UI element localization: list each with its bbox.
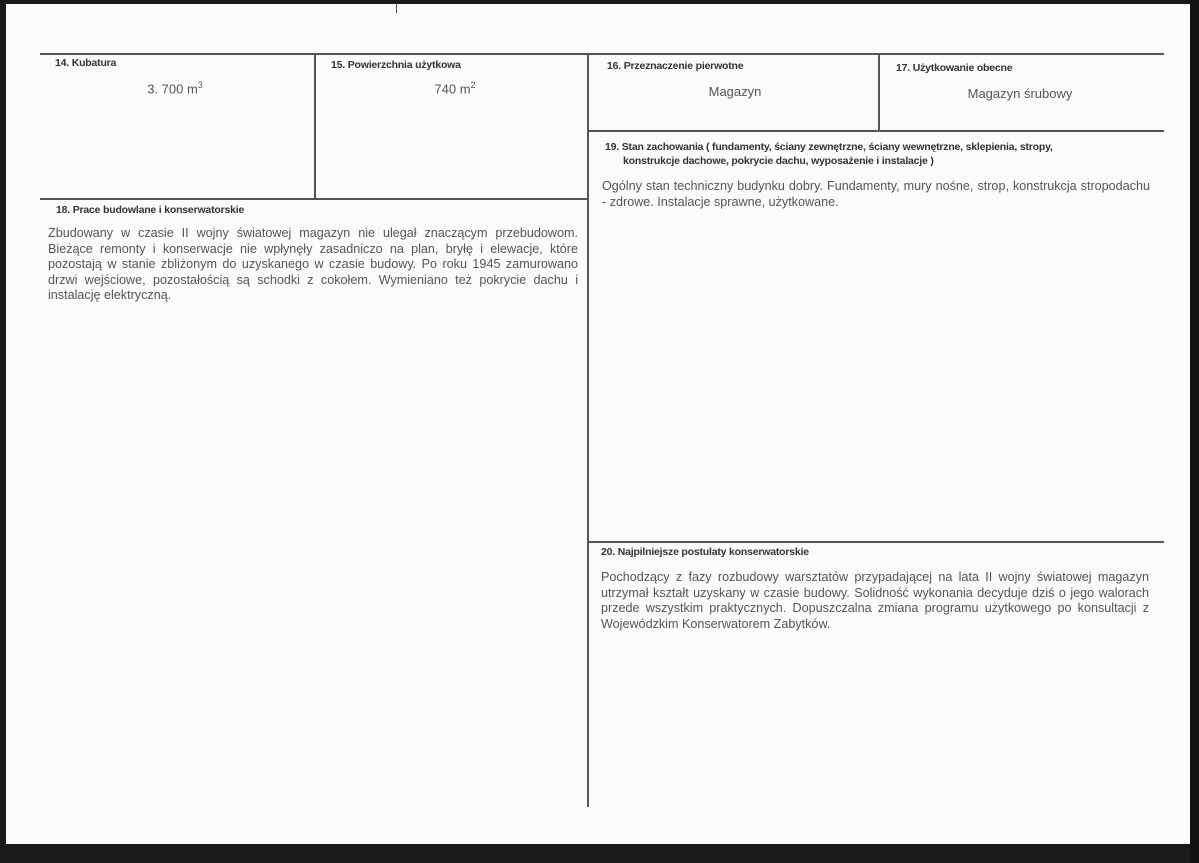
field-14-value — [100, 80, 250, 96]
rule-above-18 — [40, 198, 589, 200]
field-15-value — [380, 80, 530, 96]
field-19-label-line1: 19. Stan zachowania ( fundamenty, ściany zewnętrzne, ściany wewnętrzne, sklepienia, stropy, — [605, 141, 1053, 153]
field-20-label: 20. Najpilniejsze postulaty konserwatorskie — [601, 546, 809, 558]
scan-edge — [1190, 0, 1199, 863]
field-15-label: 15. Powierzchnia użytkowa — [331, 59, 461, 71]
field-16-value: Magazyn — [708, 84, 762, 99]
field-14-value-text: 3. 700 m — [147, 81, 198, 97]
field-18-text: Zbudowany w czasie II wojny światowej magazyn nie ulegał znaczącym przebudowom. Bieżące remonty i konserwacje nie wpłynęły zasadniczo na plan, bryłę i elewacje, które pozostają w stanie zbliżonym do uzyskanego w czasie budowy. Po roku 1945 zamurowano drzwi wejściowe, pozostałością są schodki z cokołem. Wymieniano też pokrycie dachu i instalację elektryczną. — [48, 226, 578, 303]
divider-14-15 — [314, 53, 316, 199]
field-14-unit-sup: 3 — [197, 80, 203, 90]
field-18-label: 18. Prace budowlane i konserwatorskie — [56, 204, 245, 216]
field-16-label: 16. Przeznaczenie pierwotne — [607, 60, 744, 72]
top-rule — [40, 53, 1164, 55]
field-19-text: Ogólny stan techniczny budynku dobry. Fundamenty, mury nośne, strop, konstrukcja stropodachu - zdrowe. Instalacje sprawne, użytkowane. — [602, 179, 1150, 209]
rule-under-16-17 — [589, 130, 1164, 132]
top-tick-mark — [396, 4, 397, 13]
field-17-label: 17. Użytkowanie obecne — [896, 62, 1013, 74]
field-15-unit-sup: 2 — [470, 80, 476, 90]
divider-center — [587, 53, 589, 807]
field-14-label: 14. Kubatura — [55, 57, 117, 69]
rule-above-20 — [589, 541, 1164, 543]
field-15-value-text: 740 m — [434, 81, 471, 97]
field-19-label-line2: konstrukcje dachowe, pokrycie dachu, wyposażenie i instalacje ) — [623, 155, 934, 167]
divider-16-17 — [878, 53, 880, 131]
field-20-text: Pochodzący z fazy rozbudowy warsztatów przypadającej na lata II wojny światowej magazyn utrzymał kształt uzyskany w czasie budowy. Solidność wykonania decyduje dziś o jego walorach przede wszystkim praktycznych. Dopuszczalna zmiana programu użytkowego po konsultacji z Wojewódzkim Konserwatorem Zabytków. — [601, 570, 1149, 631]
field-17-value: Magazyn śrubowy — [967, 86, 1073, 101]
